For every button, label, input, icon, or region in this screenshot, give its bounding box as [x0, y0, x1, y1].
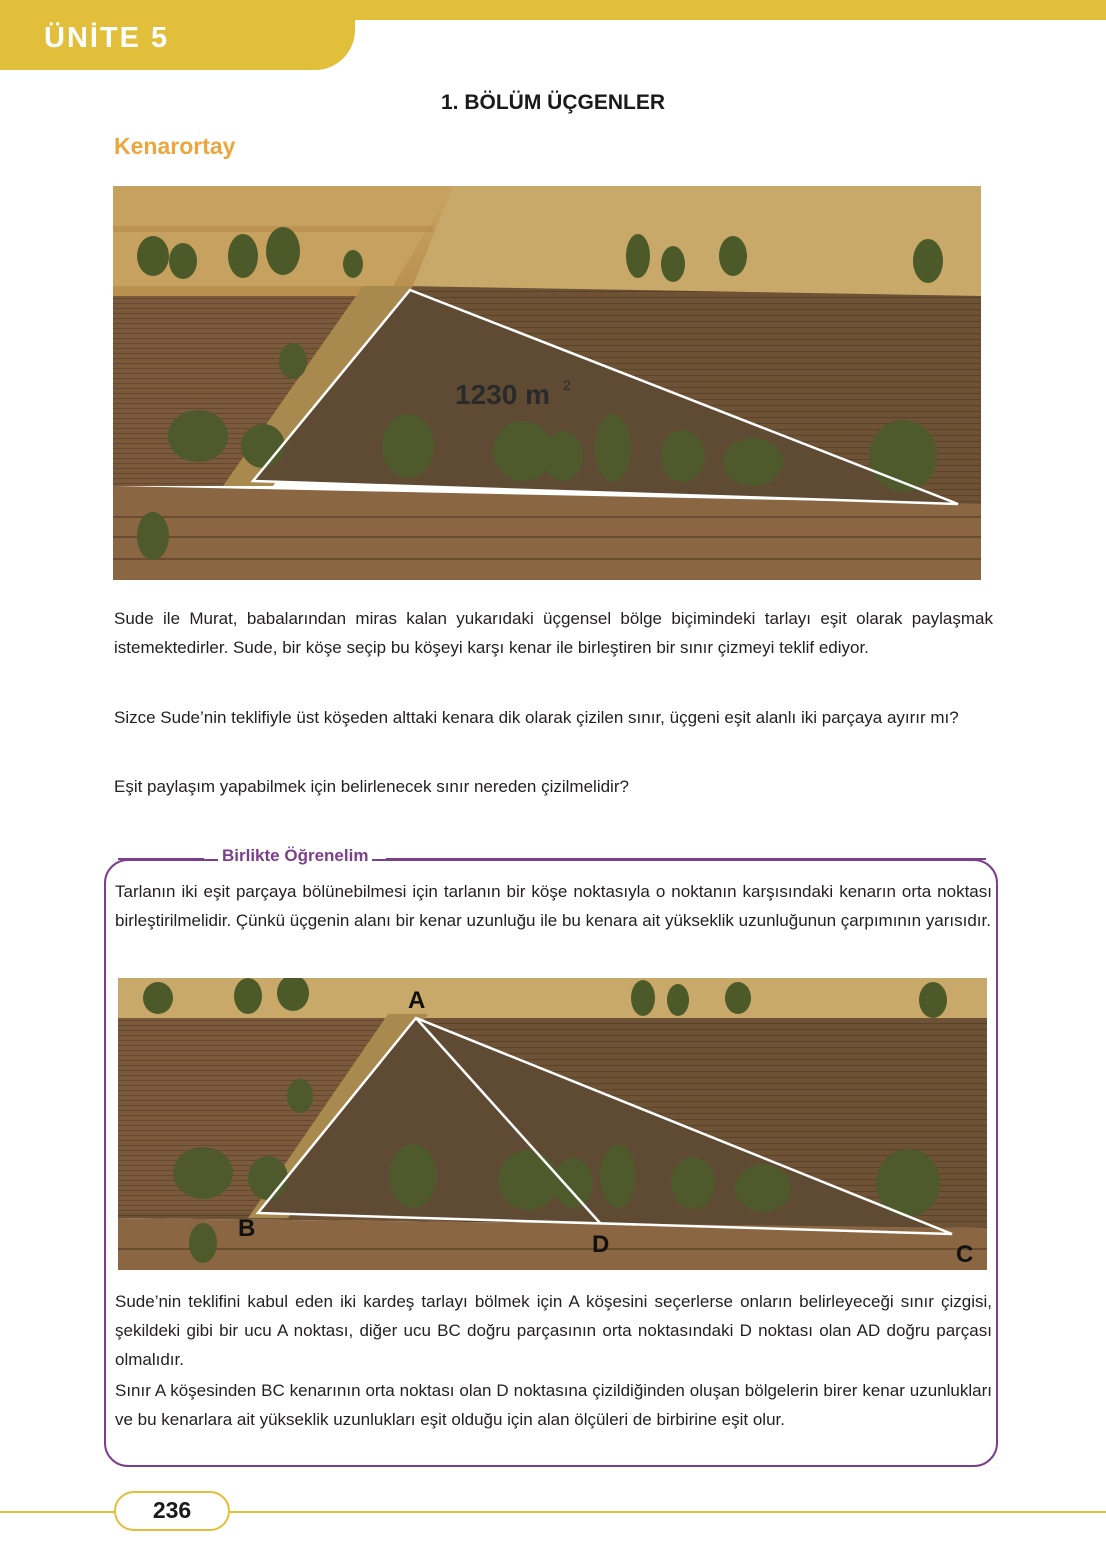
intro-paragraph-2: Sizce Sude’nin teklifiyle üst köşeden alttaki kenara dik olarak çizilen sınır, üçgeni eşit alanlı iki parçaya ayırır mı? [114, 708, 959, 727]
footer-line-left [0, 1511, 114, 1513]
vertex-a-label: A [408, 987, 426, 1014]
page-number: 236 [152, 1497, 192, 1523]
box-paragraph-1: Tarlanın iki eşit parçaya bölünebilmesi için tarlanın bir köşe noktasıyla o noktanın karşısındaki kenarın orta noktası birleştirilmelidir. Çünkü üçgenin alanı bir kenar uzunluğu ile bu kenara ait yükseklik uzunluğunun çarpımının yarısıdır. [115, 882, 992, 930]
box-title: Birlikte Öğrenelim [218, 846, 372, 866]
area-label: 1230 m [455, 379, 550, 410]
box-paragraph-2: Sude’nin teklifini kabul eden iki kardeş tarlayı bölmek için A köşesini seçerlerse onların belirleyeceği sınır çizgisi, şekildeki gibi bir ucu A noktası, diğer ucu BC doğru parçasının orta noktasındaki D noktası olan AD doğru parçası olmalıdır. [115, 1292, 992, 1369]
vertex-c-label: C [956, 1241, 974, 1268]
unit-label: ÜNİTE 5 [44, 22, 170, 54]
intro-paragraph-3: Eşit paylaşım yapabilmek için belirlenecek sınır nereden çizilmelidir? [114, 777, 629, 796]
box-title-line-right [386, 858, 986, 860]
vertex-b-label: B [238, 1215, 256, 1242]
box-title-line-left [118, 858, 204, 860]
section-title: 1. BÖLÜM ÜÇGENLER [440, 91, 665, 114]
subtitle: Kenarortay [114, 133, 236, 159]
midpoint-d-label: D [592, 1231, 610, 1258]
area-exponent: 2 [563, 377, 571, 393]
box-paragraph-3: Sınır A köşesinden BC kenarının orta noktası olan D noktasına çizildiğinden oluşan bölgelerin birer kenar uzunlukları ve bu kenarlara ait yükseklik uzunlukları eşit olduğu için alan ölçüleri de birbirine eşit olur. [115, 1381, 992, 1429]
field-photo-triangle [113, 186, 981, 580]
field-photo-median [118, 978, 987, 1270]
footer-line-right [230, 1511, 1106, 1513]
intro-paragraph-1: Sude ile Murat, babalarından miras kalan yukarıdaki üçgensel bölge biçimindeki tarlayı eşit olarak paylaşmak istemektedirler. Sude, bir köşe seçip bu köşeyi karşı kenar ile birleştiren bir sınır çizmeyi teklif ediyor. [114, 609, 993, 657]
